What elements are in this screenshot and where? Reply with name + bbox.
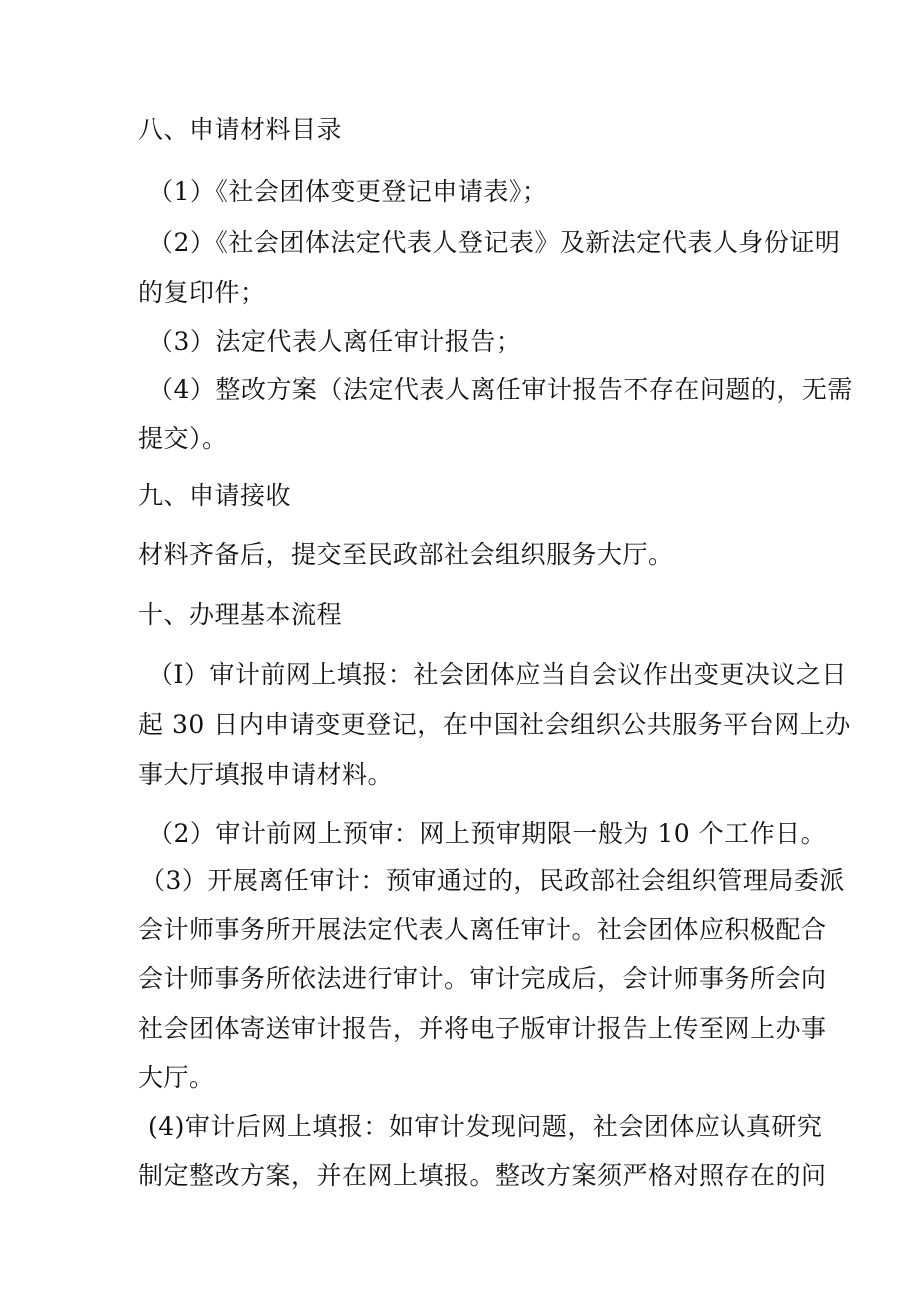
section-10-heading: 十、办理基本流程 [138,600,343,629]
section-10-step-1-line-3: 事大厅填报申请材料。 [138,760,394,789]
section-10-step-3-line-2: 会计师事务所开展法定代表人离任审计。社会团体应积极配合 [138,915,827,944]
section-9-text: 材料齐备后，提交至民政部社会组织服务大厅。 [138,540,674,569]
section-8-item-4-line-2: 提交）。 [138,424,228,453]
section-8-item-3: （3）法定代表人离任审计报告； [148,327,522,356]
section-10-step-3-line-3: 会计师事务所依法进行审计。审计完成后，会计师事务所会向 [138,964,827,993]
section-10-step-3-line-5: 大厅。 [138,1063,215,1092]
section-10-step-4-line-1: (4)审计后网上填报：如审计发现问题，社会团体应认真研究 [148,1112,823,1141]
section-8-heading: 八、申请材料目录 [138,115,343,144]
section-9-heading: 九、申请接收 [138,481,292,510]
section-10-step-3-line-4: 社会团体寄送审计报告，并将电子版审计报告上传至网上办事 [138,1014,827,1043]
section-10-step-1-line-2: 起 30 日内申请变更登记，在中国社会组织公共服务平台网上办 [138,710,851,739]
section-8-item-2-line-1: （2）《社会团体法定代表人登记表》及新法定代表人身份证明 [148,228,841,257]
section-10-step-2: （2）审计前网上预审：网上预审期限一般为 10 个工作日。 [148,819,827,848]
section-10-step-1-line-1: （I）审计前网上填报：社会团体应当自会议作出变更决议之日 [148,660,847,689]
section-10-step-4-line-2: 制定整改方案，并在网上填报。整改方案须严格对照存在的问 [138,1161,827,1190]
section-8-item-2-line-2: 的复印件； [138,278,266,307]
section-8-item-1: （1）《社会团体变更登记申请表》； [148,177,548,206]
section-8-item-4-line-1: （4）整改方案（法定代表人离任审计报告不存在问题的，无需 [148,375,853,404]
section-10-step-3-line-1: （3）开展离任审计：预审通过的，民政部社会组织管理局委派 [140,866,845,895]
